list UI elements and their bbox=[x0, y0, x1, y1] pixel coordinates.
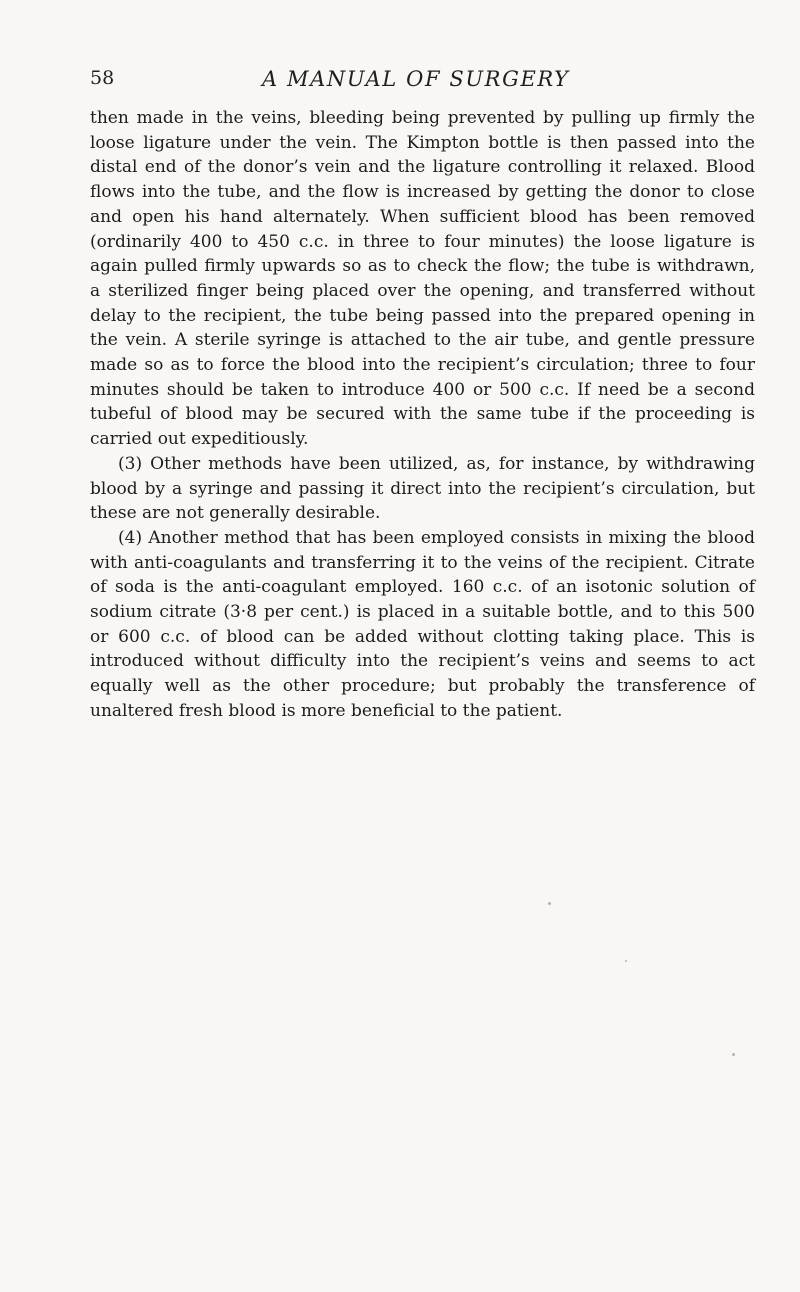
paragraph-method-4: (4) Another method that has been employed consists in mixing the blood with anti-coagulants and transferring it to the veins of the recipient. Citrate of soda is the anti-coagulant employed. 160 c.c. of an isotonic solution of sodium citrate (3·8 per cent.) is placed in a suitable bottle, and to this 500 or 600 c.c. of blood can be added without clotting taking place. This is introduced without difficulty into the recipient’s veins and seems to act equally well as the other procedure; but probably the transference of unaltered fresh blood is more beneficial to the patient. bbox=[90, 527, 755, 721]
paragraph-method-3: (3) Other methods have been utilized, as, for instance, by withdrawing blood by a syringe and passing it direct into the recipient’s circulation, but these are not generally desirable. bbox=[90, 453, 755, 524]
running-title: A MANUAL OF SURGERY bbox=[262, 67, 570, 91]
paper-speck bbox=[548, 902, 551, 905]
page-number: 58 bbox=[90, 67, 115, 89]
paper-speck bbox=[732, 1053, 735, 1056]
body-text bbox=[90, 106, 755, 724]
paper-speck bbox=[625, 960, 627, 962]
page-header bbox=[90, 67, 755, 97]
paragraph-continuation: then made in the veins, bleeding being prevented by pulling up firmly the loose ligature under the vein. The Kimpton bottle is then passed into the distal end of the donor’s vein and the ligature controlling it relaxed. Blood flows into the tube, and the flow is increased by getting the donor to close and open his hand alternately. When sufficient blood has been removed (ordinarily 400 to 450 c.c. in three to four minutes) the loose ligature is again pulled firmly upwards so as to check the flow; the tube is withdrawn, a sterilized finger being placed over the opening, and transferred without delay to the recipient, the tube being passed into the prepared opening in the vein. A sterile syringe is attached to the air tube, and gentle pressure made so as to force the blood into the recipient’s circulation; three to four minutes should be taken to introduce 400 or 500 c.c. If need be a second tubeful of blood may be secured with the same tube if the proceeding is carried out expeditiously. bbox=[90, 108, 755, 450]
